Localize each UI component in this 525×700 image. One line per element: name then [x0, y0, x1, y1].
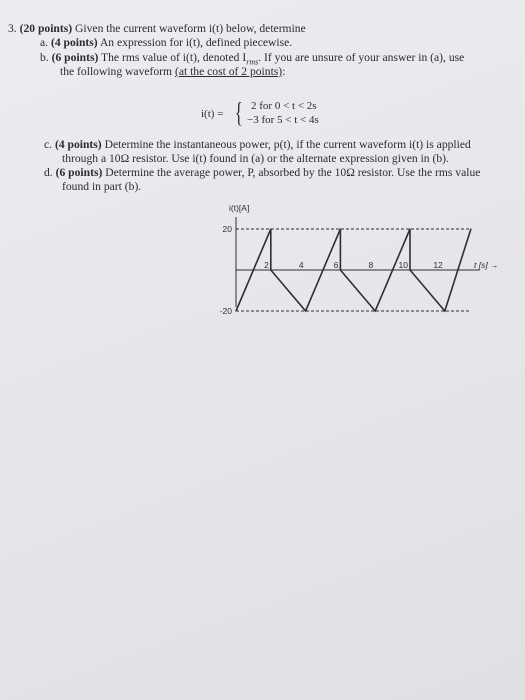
- part-c-text1: Determine the instantaneous power, p(t), if the current waveform i(t) is applied: [104, 138, 471, 151]
- waveform-point: [270, 269, 271, 270]
- part-c-line1: [44, 138, 471, 152]
- piecewise-brace: {: [234, 98, 243, 129]
- part-d-text1: Determine the average power, P, absorbed by the 10Ω resistor. Use the rms value: [105, 166, 481, 179]
- x-tick-label-6: 6: [333, 260, 339, 270]
- x-tick-label-10: 10: [398, 260, 408, 270]
- waveform-point: [409, 228, 410, 229]
- waveform-point: [470, 228, 471, 229]
- part-d-label: d.: [44, 166, 53, 179]
- waveform-chart: [0, 195, 525, 315]
- part-b-text1: The rms value of i(t), denoted I: [101, 51, 247, 64]
- waveform-point: [340, 228, 341, 229]
- question-number: 3.: [8, 22, 17, 35]
- waveform-point: [235, 310, 236, 311]
- part-b-text2: . If you are unsure of your answer in (a), use: [258, 51, 465, 64]
- part-b-line2: [60, 65, 285, 79]
- piecewise-case-2: −3 for 5 < t < 4s: [247, 114, 319, 126]
- question-intro: Given the current waveform i(t) below, determine: [75, 22, 306, 35]
- waveform-point: [409, 269, 410, 270]
- part-a-label: a.: [40, 36, 49, 49]
- part-d-points: (6 points): [55, 166, 103, 179]
- question-points: (20 points): [19, 22, 73, 35]
- part-c-points: (4 points): [54, 138, 102, 151]
- part-c-text2: through a 10Ω resistor. Use i(t) found in (a) or the alternate expression given in (b).: [62, 152, 449, 165]
- part-b-points: (6 points): [51, 51, 99, 64]
- piecewise-case-1: 2 for 0 < t < 2s: [251, 100, 317, 112]
- part-a-points: (4 points): [50, 36, 98, 49]
- part-c-label: c.: [44, 138, 53, 151]
- x-tick-label-8: 8: [368, 260, 374, 270]
- part-b-penalty-note: (at the cost of 2 points): [174, 65, 283, 78]
- part-b-label: b.: [40, 51, 49, 64]
- part-d-line2: [62, 180, 141, 194]
- part-a-text: An expression for i(t), defined piecewise.: [99, 36, 293, 49]
- waveform-point: [375, 310, 376, 311]
- x-tick-label-4: 4: [298, 260, 304, 270]
- part-c-line2: [62, 152, 449, 166]
- waveform-point: [444, 310, 445, 311]
- y-tick-label-neg20: -20: [219, 306, 232, 315]
- part-d-text2: found in part (b).: [62, 180, 142, 193]
- x-tick-label-12: 12: [433, 260, 443, 270]
- part-a: [40, 36, 292, 50]
- part-b-line2-pre: the following waveform: [60, 65, 175, 78]
- x-axis-label: t [s] →: [474, 260, 499, 270]
- part-b-line2-post: :: [282, 65, 286, 78]
- waveform-point: [340, 269, 341, 270]
- waveform-point: [305, 310, 306, 311]
- waveform-graph: [0, 195, 525, 315]
- piecewise-lhs: i(t) =: [201, 108, 224, 120]
- part-d-line1: [44, 166, 480, 180]
- y-axis-label: i(t)[A]: [229, 203, 250, 213]
- part-b-rms-subscript: rms: [246, 57, 259, 67]
- waveform-point: [270, 228, 271, 229]
- y-tick-label-20: 20: [222, 224, 232, 234]
- x-tick-label-2: 2: [264, 260, 269, 270]
- question-intro-line: [8, 22, 306, 36]
